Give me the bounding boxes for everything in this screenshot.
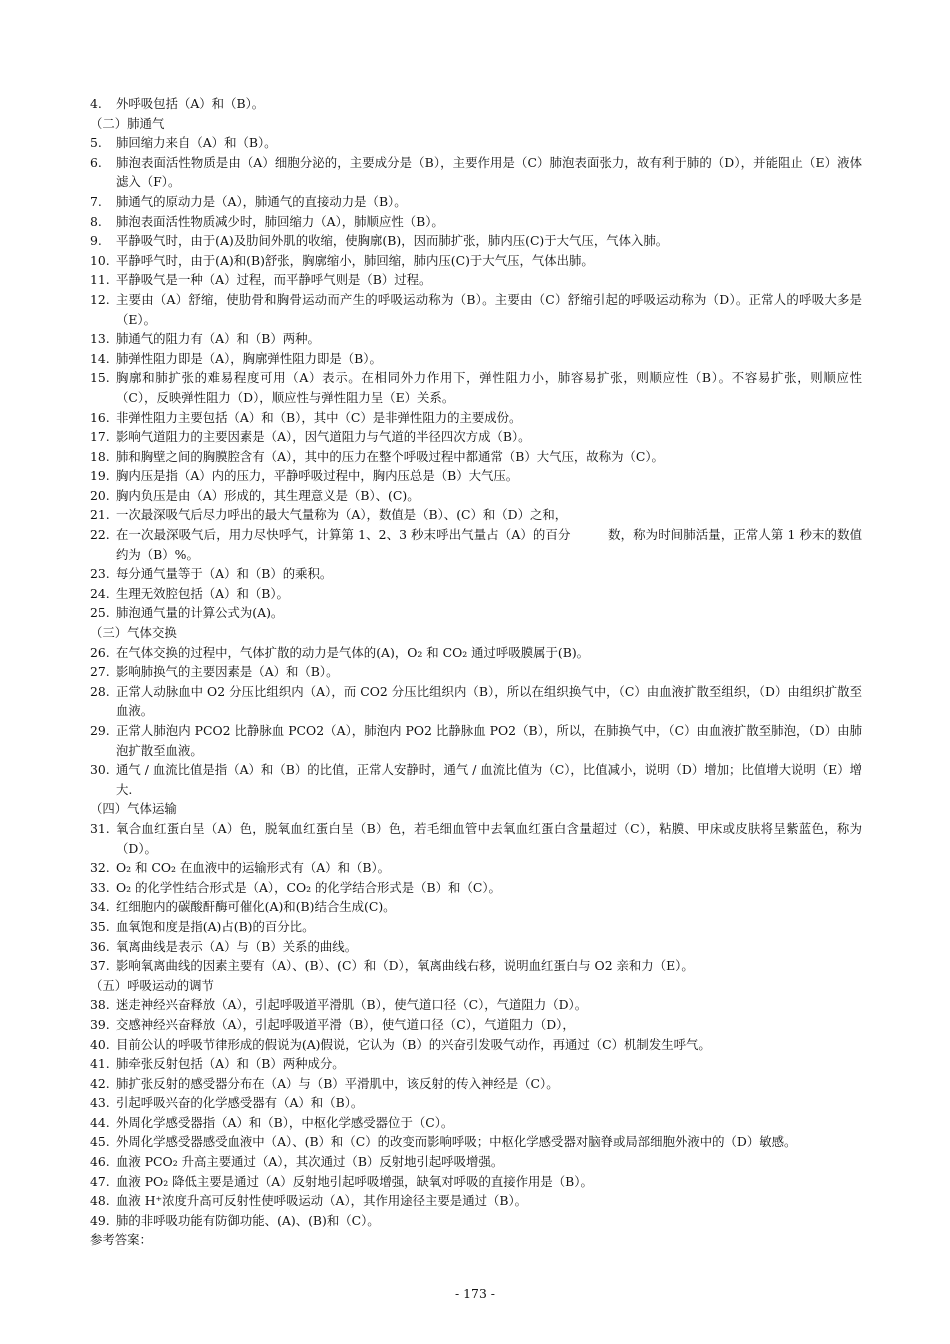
question-number: 39. <box>90 1016 110 1032</box>
question-number: 35. <box>90 918 110 934</box>
question-item <box>90 662 862 682</box>
question-number: 10. <box>90 252 110 268</box>
question-text: 影响氧离曲线的因素主要有（A）、(B）、(C）和（D），氧离曲线右移，说明血红蛋白与 O2 亲和力（E）。 <box>116 958 694 974</box>
question-item <box>90 1172 862 1192</box>
question-text: 主要由（A）舒缩，使肋骨和胸骨运动而产生的呼吸运动称为（B）。主要由（C）舒缩引起的呼吸运动称为（D）。正常人的呼吸大多是（E）。 <box>116 291 862 327</box>
question-number: 6. <box>90 154 102 170</box>
question-item <box>90 525 862 564</box>
question-number: 28. <box>90 683 110 699</box>
question-item <box>90 682 862 721</box>
question-text: 氧合血红蛋白呈（A）色，脱氧血红蛋白呈（B）色，若毛细血管中去氧血红蛋白含量超过（C），粘膜、甲床或皮肤将呈紫蓝色，称为（D）。 <box>116 820 862 856</box>
page-number: - 173 - <box>455 1286 495 1301</box>
question-number: 11. <box>90 272 110 288</box>
question-number: 38. <box>90 997 110 1013</box>
question-item <box>90 1191 862 1211</box>
question-number: 14. <box>90 350 110 366</box>
question-number: 7. <box>90 193 102 209</box>
question-item <box>90 94 862 114</box>
question-number: 29. <box>90 723 110 738</box>
question-text: 一次最深吸气后尽力呼出的最大气量称为（A），数值是（B）、(C）和（D）之和， <box>116 507 568 523</box>
question-text: 在一次最深吸气后，用力尽快呼气，计算第 1、2、3 秒末呼出气量占（A）的百分 数，称为时间肺活量，正常人第 1 秒末的数值约为（B）%。 <box>116 527 862 562</box>
question-item <box>90 466 862 486</box>
question-number: 25. <box>90 605 110 621</box>
question-text: 红细胞内的碳酸酐酶可催化(A)和(B)结合生成(C)。 <box>116 899 396 915</box>
question-text: 外周化学感受器指（A）和（B），中枢化学感受器位于（C）。 <box>116 1114 454 1130</box>
question-number: 12. <box>90 291 110 307</box>
question-text: 正常人动脉血中 O2 分压比组织内（A），而 CO2 分压比组织内（B），所以在组织换气中，（C）由血液扩散至组织，（D）由组织扩散至血液。 <box>116 683 862 719</box>
question-item <box>90 505 862 525</box>
question-item <box>90 858 862 878</box>
question-number: 18. <box>90 448 110 464</box>
question-text: 血液 H⁺浓度升高可反射性使呼吸运动（A），其作用途径主要是通过（B）。 <box>116 1193 528 1209</box>
question-text: O₂ 和 CO₂ 在血液中的运输形式有（A）和（B）。 <box>116 860 391 876</box>
question-item <box>90 564 862 584</box>
question-number: 37. <box>90 958 110 974</box>
question-text: 平静吸气时，由于(A)及肋间外肌的收缩，使胸廓(B)，因而肺扩张，肺内压(C)于大气压，气体入肺。 <box>116 233 669 249</box>
question-item <box>90 1015 862 1035</box>
question-text: 引起呼吸兴奋的化学感受器有（A）和（B）。 <box>116 1095 364 1111</box>
question-number: 17. <box>90 429 110 445</box>
question-number: 26. <box>90 644 110 660</box>
question-number: 30. <box>90 762 110 778</box>
question-item <box>90 1152 862 1172</box>
question-text: 肺的非呼吸功能有防御功能、(A)、(B)和（C）。 <box>116 1212 380 1228</box>
question-text: 通气 / 血流比值是指（A）和（B）的比值，正常人安静时，通气 / 血流比值为（C），比值减小，说明（D）增加；比值增大说明（E）增大. <box>116 762 862 797</box>
question-number: 27. <box>90 664 110 680</box>
question-item <box>90 270 862 290</box>
question-number: 47. <box>90 1173 110 1189</box>
question-item <box>90 1113 862 1133</box>
question-number: 44. <box>90 1114 110 1130</box>
question-text: 外周化学感受器感受血液中（A）、(B）和（C）的改变而影响呼吸；中枢化学感受器对脑脊或局部细胞外液中的（D）敏感。 <box>116 1134 797 1150</box>
question-text: 目前公认的呼吸节律形成的假说为(A)假说，它认为（B）的兴奋引发吸气动作，再通过（C）机制发生呼气。 <box>116 1036 711 1052</box>
question-text: 肺扩张反射的感受器分布在（A）与（B）平滑肌中，该反射的传入神经是（C）。 <box>116 1075 559 1091</box>
question-number: 36. <box>90 938 110 954</box>
question-item <box>90 290 862 329</box>
section-heading: （五）呼吸运动的调节 <box>90 977 214 993</box>
question-text: 肺通气的阻力有（A）和（B）两种。 <box>116 331 320 347</box>
question-number: 22. <box>90 527 110 543</box>
question-text: 交感神经兴奋释放（A），引起呼吸道平滑（B），使气道口径（C），气道阻力（D）， <box>116 1016 575 1032</box>
question-number: 15. <box>90 370 110 386</box>
question-number: 43. <box>90 1095 110 1111</box>
question-text: 胸廓和肺扩张的难易程度可用（A）表示。在相同外力作用下，弹性阻力小，肺容易扩张，则顺应性（B）。不容易扩张，则顺应性（C），反映弹性阻力（D），顺应性与弹性阻力呈（E）关系。 <box>116 370 862 405</box>
question-text: 平静呼气时，由于(A)和(B)舒张，胸廓缩小，肺回缩，肺内压(C)于大气压，气体出肺。 <box>116 252 594 268</box>
question-text: 每分通气量等于（A）和（B）的乘积。 <box>116 566 333 582</box>
question-text: 肺牵张反射包括（A）和（B）两种成分。 <box>116 1056 345 1072</box>
question-text: 迷走神经兴奋释放（A），引起呼吸道平滑肌（B），使气道口径（C），气道阻力（D）。 <box>116 997 588 1013</box>
question-item <box>90 956 862 976</box>
question-number: 13. <box>90 331 110 347</box>
question-item <box>90 937 862 957</box>
question-number: 8. <box>90 213 102 229</box>
question-number: 4. <box>90 96 102 111</box>
question-item <box>90 1035 862 1055</box>
question-text: 肺泡通气量的计算公式为(A)。 <box>116 605 284 621</box>
question-item <box>90 995 862 1015</box>
question-item <box>90 1074 862 1094</box>
question-text: 肺通气的原动力是（A），肺通气的直接动力是（B）。 <box>116 193 407 209</box>
section-heading: （三）气体交换 <box>90 625 177 641</box>
question-item <box>90 368 862 407</box>
question-text: 在气体交换的过程中，气体扩散的动力是气体的(A)，O₂ 和 CO₂ 通过呼吸膜属于(B)。 <box>116 644 590 660</box>
question-item <box>90 349 862 369</box>
question-number: 49. <box>90 1212 110 1228</box>
question-item <box>90 1211 862 1231</box>
question-item <box>90 603 862 623</box>
answer-heading: 参考答案： <box>90 1232 152 1248</box>
question-number: 34. <box>90 899 110 915</box>
question-number: 16. <box>90 409 110 425</box>
question-text: 生理无效腔包括（A）和（B）。 <box>116 585 289 601</box>
question-item <box>90 251 862 271</box>
question-item <box>90 584 862 604</box>
question-text: 血液 PO₂ 降低主要是通过（A）反射地引起呼吸增强，缺氧对呼吸的直接作用是（B）。 <box>116 1173 593 1189</box>
question-item <box>90 231 862 251</box>
question-item <box>90 917 862 937</box>
question-text: 血液 PCO₂ 升高主要通过（A），其次通过（B）反射地引起呼吸增强。 <box>116 1154 504 1170</box>
question-text: 影响肺换气的主要因素是（A）和（B）。 <box>116 664 339 680</box>
question-text: 胸内压是指（A）内的压力，平静呼吸过程中，胸内压总是（B）大气压。 <box>116 468 519 484</box>
question-item <box>90 1054 862 1074</box>
question-number: 20. <box>90 487 110 503</box>
question-item <box>90 329 862 349</box>
question-item <box>90 643 862 663</box>
question-number: 46. <box>90 1154 110 1170</box>
question-number: 45. <box>90 1134 110 1150</box>
question-text: O₂ 的化学性结合形式是（A），CO₂ 的化学结合形式是（B）和（C）。 <box>116 879 501 895</box>
question-number: 24. <box>90 585 110 601</box>
question-text: 胸内负压是由（A）形成的，其生理意义是（B）、(C)。 <box>116 487 420 503</box>
question-text: 肺泡表面活性物质是由（A）细胞分泌的，主要成分是（B），主要作用是（C）肺泡表面张力，故有利于肺的（D），并能阻止（E）液体滤入（F）。 <box>116 154 862 190</box>
question-item <box>90 760 862 799</box>
question-text: 影响气道阻力的主要因素是（A），因气道阻力与气道的半径四次方成（B）。 <box>116 429 531 445</box>
question-number: 23. <box>90 566 110 582</box>
question-item <box>90 1132 862 1152</box>
question-text: 肺和胸壁之间的胸膜腔含有（A），其中的压力在整个呼吸过程中都通常（B）大气压，故称为（C）。 <box>116 448 664 464</box>
question-number: 19. <box>90 468 110 484</box>
question-number: 31. <box>90 820 110 836</box>
question-item <box>90 447 862 467</box>
question-text: 平静吸气是一种（A）过程，而平静呼气则是（B）过程。 <box>116 272 432 288</box>
section-heading: （四）气体运输 <box>90 801 177 817</box>
question-item <box>90 153 862 192</box>
question-item <box>90 897 862 917</box>
question-list <box>90 94 862 1250</box>
question-number: 5. <box>90 135 102 151</box>
question-item <box>90 427 862 447</box>
section-heading: （二）肺通气 <box>90 115 165 131</box>
question-item <box>90 408 862 428</box>
question-number: 42. <box>90 1075 110 1091</box>
question-text: 非弹性阻力主要包括（A）和（B），其中（C）是非弹性阻力的主要成份。 <box>116 409 522 425</box>
question-number: 48. <box>90 1193 110 1209</box>
question-text: 肺弹性阻力即是（A），胸廓弹性阻力即是（B）。 <box>116 350 382 366</box>
question-text: 外呼吸包括（A）和（B）。 <box>116 96 265 111</box>
question-number: 21. <box>90 507 110 523</box>
question-number: 41. <box>90 1056 110 1072</box>
question-text: 氧离曲线是表示（A）与（B）关系的曲线。 <box>116 938 358 954</box>
question-text: 肺回缩力来自（A）和（B）。 <box>116 135 277 151</box>
question-item <box>90 192 862 212</box>
question-number: 32. <box>90 860 110 876</box>
question-number: 9. <box>90 233 102 249</box>
question-text: 肺泡表面活性物质减少时，肺回缩力（A），肺顺应性（B）。 <box>116 213 444 229</box>
question-item <box>90 1093 862 1113</box>
question-number: 33. <box>90 879 110 895</box>
question-item <box>90 721 862 760</box>
question-item <box>90 878 862 898</box>
question-item <box>90 133 862 153</box>
question-number: 40. <box>90 1036 110 1052</box>
question-text: 血氧饱和度是指(A)占(B)的百分比。 <box>116 918 315 934</box>
question-item <box>90 486 862 506</box>
question-item <box>90 212 862 232</box>
question-text: 正常人肺泡内 PCO2 比静脉血 PCO2（A），肺泡内 PO2 比静脉血 PO2（B），所以，在肺换气中，（C）由血液扩散至肺泡，（D）由肺泡扩散至血液。 <box>116 723 862 758</box>
question-item <box>90 819 862 858</box>
